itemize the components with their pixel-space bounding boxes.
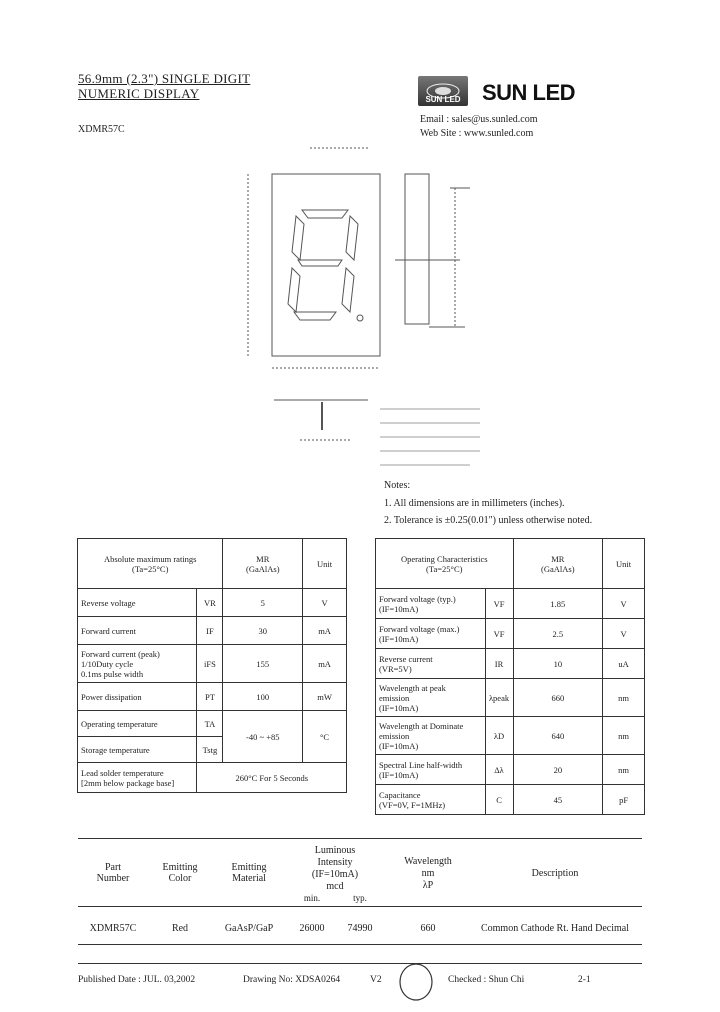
abs-header-mr: MR (GaAlAs) <box>223 539 303 589</box>
parts-row-description: Common Cathode Rt. Hand Decimal <box>480 923 630 934</box>
page-number: 2-1 <box>578 975 591 985</box>
abs-sym: Tstg <box>197 737 223 763</box>
op-val: 10 <box>513 649 603 679</box>
abs-unit: mW <box>303 683 347 711</box>
table-row <box>78 763 347 793</box>
abs-val: 5 <box>223 589 303 617</box>
op-header-param: Operating Characteristics (Ta=25°C) <box>376 539 514 589</box>
op-val: 640 <box>513 717 603 755</box>
segment-d <box>294 312 336 320</box>
brand-name: SUN LED <box>482 80 576 105</box>
op-header-unit: Unit <box>603 539 645 589</box>
title-line-2: NUMERIC DISPLAY <box>78 86 200 101</box>
op-param: Capacitance (VF=0V, F=1MHz) <box>376 785 486 815</box>
op-param: Wavelength at Dominate emission (IF=10mA) <box>376 717 486 755</box>
dimension-drawing <box>230 140 490 470</box>
parts-row-wavelength: 660 <box>420 923 436 934</box>
segment-dp <box>357 315 363 321</box>
parts-row-min: 26000 <box>299 923 325 934</box>
sunled-logo-icon <box>418 76 468 106</box>
abs-header-row <box>78 539 347 589</box>
abs-val: 260°C For 5 Seconds <box>197 763 347 793</box>
abs-sym: PT <box>197 683 223 711</box>
table-row <box>78 711 347 737</box>
op-header-mr: MR (GaAlAs) <box>513 539 603 589</box>
table-row <box>78 683 347 711</box>
op-sym: IR <box>485 649 513 679</box>
table-row <box>78 617 347 645</box>
parts-lum-typ: typ. <box>353 893 367 903</box>
op-param: Wavelength at peak emission (IF=10mA) <box>376 679 486 717</box>
op-unit: pF <box>603 785 645 815</box>
abs-sym: iFS <box>197 645 223 683</box>
op-val: 2.5 <box>513 619 603 649</box>
abs-sym: TA <box>197 711 223 737</box>
notes-heading: Notes: <box>384 480 411 491</box>
op-sym: Δλ <box>485 755 513 785</box>
abs-unit: °C <box>303 711 347 763</box>
table-row <box>376 679 645 717</box>
op-sym: VF <box>485 589 513 619</box>
abs-unit: V <box>303 589 347 617</box>
parts-row-part: XDMR57C <box>89 923 137 934</box>
approval-stamp-icon <box>396 962 436 1002</box>
abs-param: Forward current (peak) 1/10Duty cycle 0.1ms pulse width <box>78 645 197 683</box>
abs-val: 155 <box>223 645 303 683</box>
website: Web Site : www.sunled.com <box>420 128 534 139</box>
table-row <box>376 589 645 619</box>
checked-by: Checked : Shun Chi <box>448 975 525 985</box>
abs-param: Power dissipation <box>78 683 197 711</box>
op-unit: uA <box>603 649 645 679</box>
op-unit: V <box>603 619 645 649</box>
parts-row-material: GaAsP/GaP <box>224 923 274 934</box>
abs-param: Forward current <box>78 617 197 645</box>
op-sym: λpeak <box>485 679 513 717</box>
parts-header-rule <box>78 906 642 907</box>
segment-a <box>302 210 348 218</box>
segment-g <box>298 260 342 266</box>
op-val: 20 <box>513 755 603 785</box>
op-param: Forward voltage (max.) (IF=10mA) <box>376 619 486 649</box>
abs-param: Lead solder temperature [2mm below package base] <box>78 763 197 793</box>
segment-b <box>346 216 358 260</box>
op-unit: nm <box>603 679 645 717</box>
table-row <box>376 717 645 755</box>
segment-f <box>292 216 304 260</box>
op-param: Spectral Line half-width (IF=10mA) <box>376 755 486 785</box>
parts-col-description: Description <box>531 868 579 879</box>
segment-c <box>342 268 354 312</box>
table-row <box>376 755 645 785</box>
part-code: XDMR57C <box>78 124 125 135</box>
segment-e <box>288 268 300 312</box>
table-row <box>376 619 645 649</box>
parts-row-color: Red <box>171 923 189 934</box>
op-val: 660 <box>513 679 603 717</box>
title-line-1: 56.9mm (2.3") SINGLE DIGIT <box>78 71 251 86</box>
op-sym: λD <box>485 717 513 755</box>
note-2: 2. Tolerance is ±0.25(0.01") unless otherwise noted. <box>384 515 593 526</box>
abs-sym: IF <box>197 617 223 645</box>
abs-unit: mA <box>303 617 347 645</box>
op-val: 1.85 <box>513 589 603 619</box>
absolute-ratings-table <box>77 538 347 793</box>
note-1: 1. All dimensions are in millimeters (inches). <box>384 498 565 509</box>
abs-val: -40 ~ +85 <box>223 711 303 763</box>
abs-param: Reverse voltage <box>78 589 197 617</box>
table-row <box>376 649 645 679</box>
side-view <box>405 174 429 324</box>
op-param: Forward voltage (typ.) (IF=10mA) <box>376 589 486 619</box>
abs-sym: VR <box>197 589 223 617</box>
op-unit: nm <box>603 755 645 785</box>
operating-table <box>375 538 645 815</box>
drawing-number: Drawing No: XDSA0264 <box>243 975 341 985</box>
op-header-row <box>376 539 645 589</box>
abs-header-param: Absolute maximum ratings (Ta=25°C) <box>78 539 223 589</box>
parts-col-luminous: Luminous Intensity (IF=10mA) mcd <box>311 845 359 892</box>
op-param: Reverse current (VR=5V) <box>376 649 486 679</box>
op-sym: C <box>485 785 513 815</box>
abs-unit: mA <box>303 645 347 683</box>
abs-val: 100 <box>223 683 303 711</box>
parts-col-wavelength: Wavelength nm λP <box>404 856 452 891</box>
footer-rule <box>78 963 642 964</box>
display-body <box>272 174 380 356</box>
table-row <box>78 589 347 617</box>
abs-header-unit: Unit <box>303 539 347 589</box>
parts-col-material: Emitting Material <box>231 862 267 884</box>
op-unit: nm <box>603 717 645 755</box>
parts-row-typ: 74990 <box>347 923 373 934</box>
published-date: Published Date : JUL. 03,2002 <box>78 975 196 985</box>
logo-text: SUN LED <box>425 95 461 104</box>
op-val: 45 <box>513 785 603 815</box>
parts-col-part: Part Number <box>96 862 130 884</box>
parts-bottom-rule <box>78 944 642 945</box>
abs-param: Storage temperature <box>78 737 197 763</box>
op-unit: V <box>603 589 645 619</box>
parts-lum-min: min. <box>303 893 321 903</box>
abs-param: Operating temperature <box>78 711 197 737</box>
parts-col-color: Emitting Color <box>162 862 198 884</box>
table-row <box>78 645 347 683</box>
table-row <box>376 785 645 815</box>
email: Email : sales@us.sunled.com <box>420 114 538 125</box>
version: V2 <box>370 975 382 985</box>
op-sym: VF <box>485 619 513 649</box>
abs-val: 30 <box>223 617 303 645</box>
parts-top-rule <box>78 838 642 839</box>
